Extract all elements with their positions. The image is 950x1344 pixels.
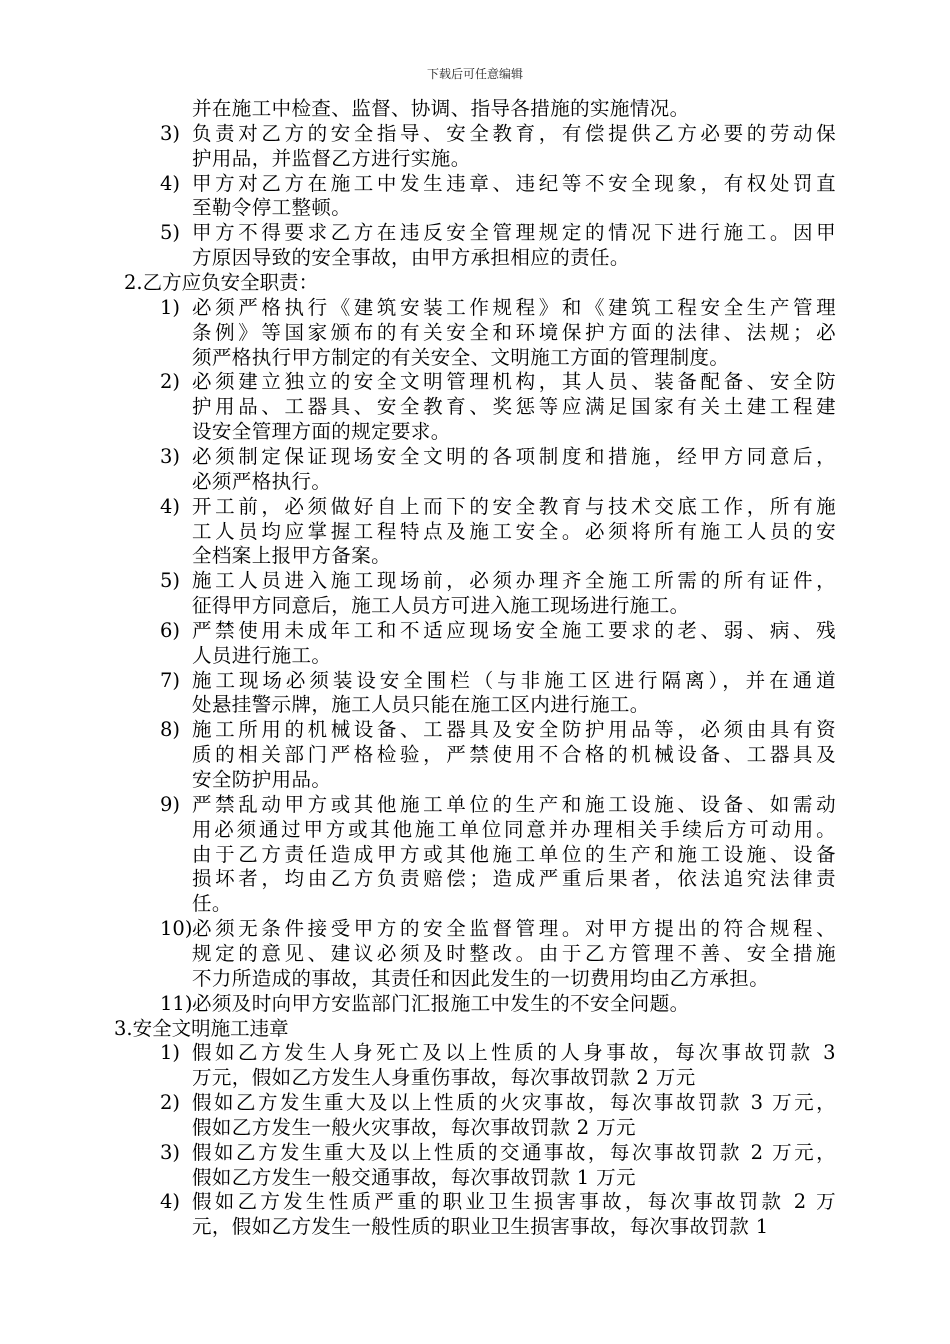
list-item-line: 工人员均应掌握工程特点及施工安全。必须将所有施工人员的安 <box>192 519 836 543</box>
list-item-number: 1) <box>160 295 181 319</box>
list-item-line: 处悬挂警示牌，施工人员只能在施工区内进行施工。 <box>192 693 650 717</box>
list-item-number: 3) <box>160 444 181 468</box>
list-item-number: 6) <box>160 618 181 642</box>
list-item-line: 必须严格执行《建筑安装工作规程》和《建筑工程安全生产管理 <box>192 295 836 319</box>
list-item-number: 2) <box>160 1091 181 1114</box>
list-item-line: 全档案上报甲方备案。 <box>192 544 392 568</box>
list-item-line: 假如乙方发生重大及以上性质的火灾事故，每次事故罚款 3 万元， <box>192 1091 836 1114</box>
list-item-line: 严禁使用未成年工和不适应现场安全施工要求的老、弱、病、残 <box>192 618 836 642</box>
list-item-number: 4) <box>160 1190 181 1214</box>
list-item-line: 质的相关部门严格检验，严禁使用不合格的机械设备、工器具及 <box>192 743 836 767</box>
list-item-line: 损坏者，均由乙方负责赔偿；造成严重后果者，依法追究法律责 <box>192 867 836 891</box>
list-item-number: 1) <box>160 1041 181 1065</box>
list-item-line: 不力所造成的事故，其责任和因此发生的一切费用均由乙方承担。 <box>192 966 770 990</box>
list-item-line: 条例》等国家颁布的有关安全和环境保护方面的法律、法规；必 <box>192 320 836 344</box>
page-header: 下载后可任意编辑 <box>426 67 523 81</box>
list-item-line: 施工现场必须装设安全围栏（与非施工区进行隔离），并在通道 <box>192 668 836 692</box>
list-item-number: 4) <box>160 171 181 195</box>
list-item-number: 7) <box>160 668 181 692</box>
list-item-line: 施工所用的机械设备、工器具及安全防护用品等，必须由具有资 <box>192 718 836 742</box>
list-item-number: 11) <box>160 991 193 1015</box>
list-item-number: 5) <box>160 569 181 593</box>
list-item-line: 设安全管理方面的规定要求。 <box>192 420 451 444</box>
list-item-line: 护用品、工器具、安全教育、奖惩等应满足国家有关土建工程建 <box>192 395 836 419</box>
list-item-line: 用必须通过甲方或其他施工单位同意并办理相关手续后方可动用。 <box>192 817 836 841</box>
list-item-line: 甲方对乙方在施工中发生违章、违纪等不安全现象，有权处罚直 <box>192 171 836 195</box>
list-item-line: 甲方不得要求乙方在违反安全管理规定的情况下进行施工。因甲 <box>192 221 836 245</box>
section-heading: 3.安全文明施工违章 <box>114 1016 289 1040</box>
list-item-line: 必须制定保证现场安全文明的各项制度和措施，经甲方同意后， <box>192 444 836 468</box>
list-item-number: 3) <box>160 1140 181 1164</box>
list-item-line: 必须严格执行。 <box>192 469 332 493</box>
list-item-line: 规定的意见、建议必须及时整改。由于乙方管理不善、安全措施 <box>192 941 836 965</box>
list-item-line: 假如乙方发生性质严重的职业卫生损害事故，每次事故罚款 2 万 <box>192 1190 836 1214</box>
list-item-line: 人员进行施工。 <box>192 643 332 667</box>
list-item-line: 任。 <box>192 892 232 916</box>
list-item-line: 必须及时向甲方安监部门汇报施工中发生的不安全问题。 <box>192 991 690 1015</box>
list-item-line: 负责对乙方的安全指导、安全教育，有偿提供乙方必要的劳动保 <box>192 121 836 145</box>
list-item-line: 由于乙方责任造成甲方或其他施工单位的生产和施工设施、设备 <box>192 842 836 866</box>
list-item-line: 假如乙方发生一般火灾事故，每次事故罚款 2 万元 <box>192 1115 636 1139</box>
list-item-line: 万元，假如乙方发生人身重伤事故，每次事故罚款 2 万元 <box>192 1066 696 1090</box>
list-item-line: 开工前，必须做好自上而下的安全教育与技术交底工作，所有施 <box>192 494 836 518</box>
list-item-line: 护用品，并监督乙方进行实施。 <box>192 146 471 170</box>
list-item-number: 3) <box>160 121 181 145</box>
list-item-line: 方原因导致的安全事故，由甲方承担相应的责任。 <box>192 246 630 270</box>
list-item-line: 假如乙方发生人身死亡及以上性质的人身事故，每次事故罚款 3 <box>192 1041 836 1065</box>
list-item-line: 征得甲方同意后，施工人员方可进入施工现场进行施工。 <box>192 594 690 617</box>
section-heading: 2.乙方应负安全职责： <box>124 270 319 294</box>
list-item-line: 假如乙方发生重大及以上性质的交通事故，每次事故罚款 2 万元， <box>192 1140 836 1164</box>
list-item-line: 施工人员进入施工现场前，必须办理齐全施工所需的所有证件， <box>192 569 836 593</box>
list-item-line: 元，假如乙方发生一般性质的职业卫生损害事故，每次事故罚款 1 <box>192 1215 769 1239</box>
list-item-number: 4) <box>160 494 181 518</box>
list-item-line: 严禁乱动甲方或其他施工单位的生产和施工设施、设备、如需动 <box>192 792 836 816</box>
list-item-line: 须严格执行甲方制定的有关安全、文明施工方面的管理制度。 <box>192 345 730 369</box>
list-item-line: 至勒令停工整顿。 <box>192 196 352 220</box>
list-item-number: 2) <box>160 370 181 394</box>
list-item-line: 必须建立独立的安全文明管理机构，其人员、装备配备、安全防 <box>192 370 836 394</box>
list-item-line: 必须无条件接受甲方的安全监督管理。对甲方提出的符合规程、 <box>192 917 836 941</box>
list-item-number: 9) <box>160 792 181 816</box>
continuation-line: 并在施工中检查、监督、协调、指导各措施的实施情况。 <box>192 97 690 120</box>
list-item-number: 10) <box>160 917 193 941</box>
list-item-line: 假如乙方发生一般交通事故，每次事故罚款 1 万元 <box>192 1165 636 1189</box>
list-item-number: 5) <box>160 221 181 245</box>
list-item-line: 安全防护用品。 <box>192 768 332 791</box>
list-item-number: 8) <box>160 718 181 742</box>
